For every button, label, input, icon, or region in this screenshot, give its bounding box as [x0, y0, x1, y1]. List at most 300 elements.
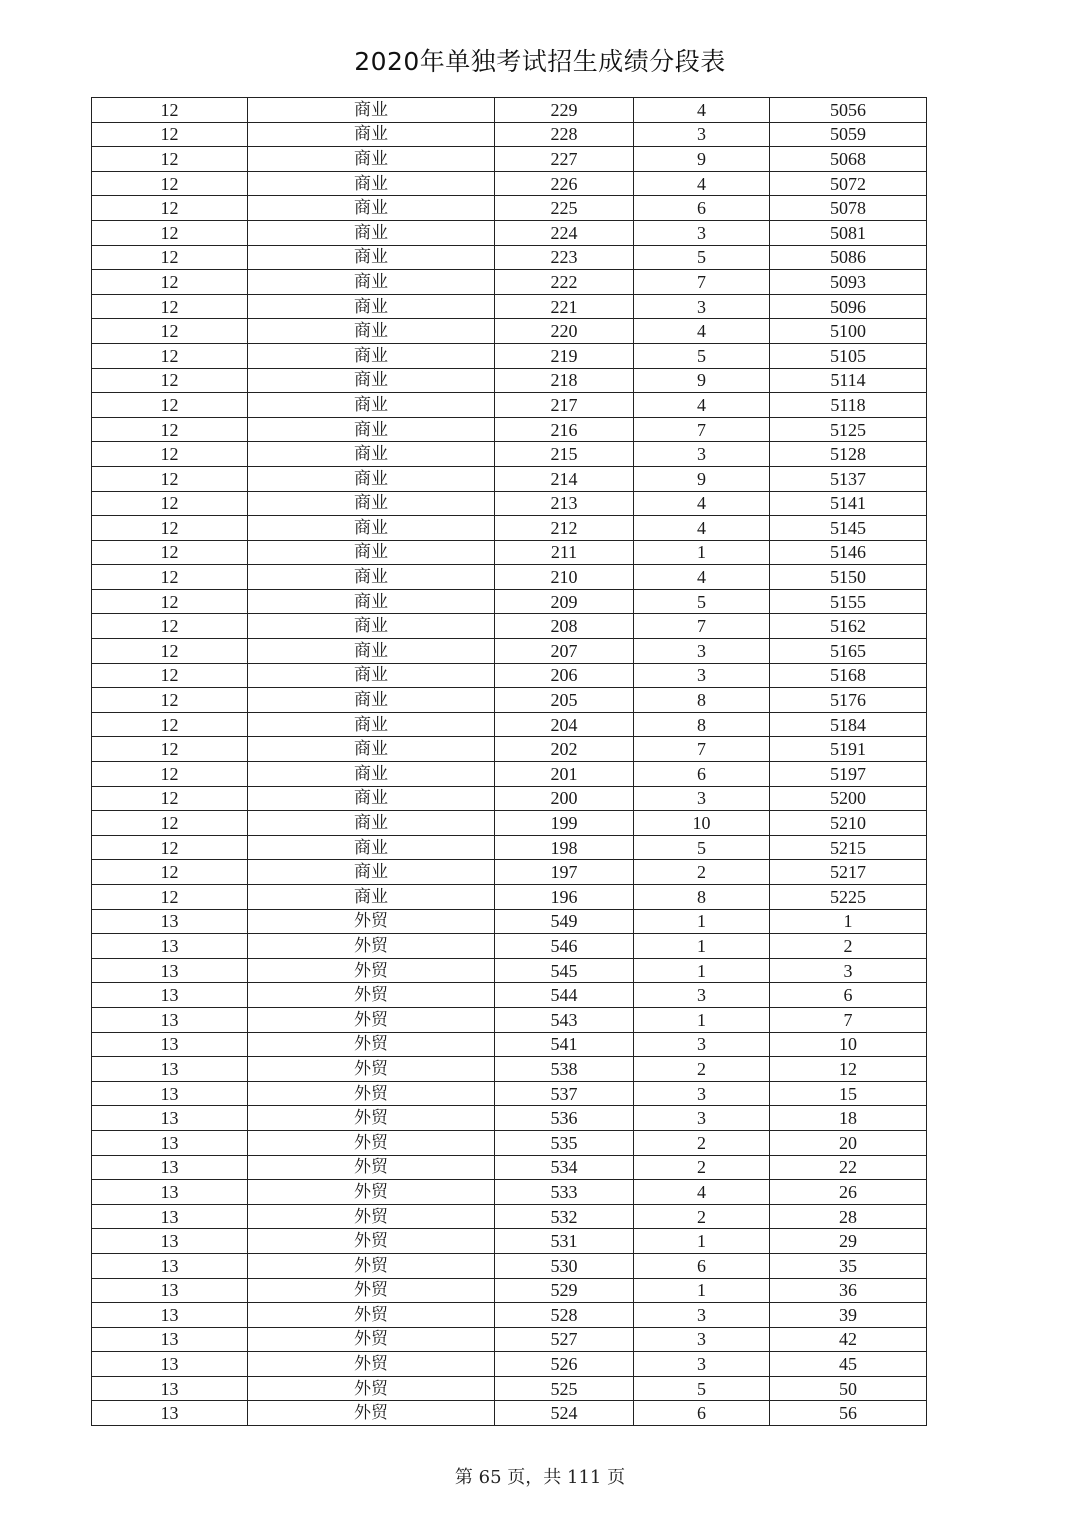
category-code-cell: 12: [92, 319, 248, 344]
cumulative-cell: 5086: [770, 245, 927, 270]
category-code-cell: 12: [92, 885, 248, 910]
count-cell: 5: [634, 343, 770, 368]
cumulative-cell: 20: [770, 1130, 927, 1155]
table-row: [92, 860, 927, 885]
category-code-cell: 13: [92, 1253, 248, 1278]
category-name-cell: 商业: [248, 368, 495, 393]
category-name-cell: 外贸: [248, 1057, 495, 1082]
table-row: [92, 909, 927, 934]
cumulative-cell: 7: [770, 1007, 927, 1032]
table-body: [92, 98, 927, 1426]
score-cell: 207: [495, 639, 634, 664]
page-title: 2020年单独考试招生成绩分段表: [354, 47, 726, 76]
category-code-cell: 12: [92, 466, 248, 491]
table-row: [92, 589, 927, 614]
score-cell: 525: [495, 1376, 634, 1401]
table-row: [92, 516, 927, 541]
cumulative-cell: 1: [770, 909, 927, 934]
count-cell: 2: [634, 1130, 770, 1155]
score-cell: 228: [495, 122, 634, 147]
count-cell: 3: [634, 786, 770, 811]
category-name-cell: 外贸: [248, 1155, 495, 1180]
cumulative-cell: 5125: [770, 417, 927, 442]
count-cell: 8: [634, 885, 770, 910]
category-name-cell: 外贸: [248, 1229, 495, 1254]
table-row: [92, 958, 927, 983]
category-name-cell: 商业: [248, 294, 495, 319]
category-name-cell: 外贸: [248, 1180, 495, 1205]
cumulative-cell: 5210: [770, 811, 927, 836]
category-name-cell: 商业: [248, 343, 495, 368]
table-row: [92, 1229, 927, 1254]
table-row: [92, 811, 927, 836]
category-code-cell: 12: [92, 688, 248, 713]
category-name-cell: 商业: [248, 98, 495, 123]
score-cell: 541: [495, 1032, 634, 1057]
score-cell: 223: [495, 245, 634, 270]
category-code-cell: 12: [92, 835, 248, 860]
table-row: [92, 712, 927, 737]
category-code-cell: 13: [92, 983, 248, 1008]
table-row: [92, 491, 927, 516]
count-cell: 6: [634, 196, 770, 221]
category-code-cell: 12: [92, 565, 248, 590]
count-cell: 5: [634, 589, 770, 614]
category-code-cell: 12: [92, 639, 248, 664]
category-name-cell: 商业: [248, 417, 495, 442]
category-name-cell: 商业: [248, 393, 495, 418]
category-code-cell: 12: [92, 122, 248, 147]
cumulative-cell: 5162: [770, 614, 927, 639]
category-name-cell: 商业: [248, 835, 495, 860]
table-row: [92, 171, 927, 196]
category-code-cell: 13: [92, 1081, 248, 1106]
count-cell: 9: [634, 147, 770, 172]
table-row: [92, 1352, 927, 1377]
page-footer: 第 65 页，共 111 页: [454, 1467, 626, 1488]
cumulative-cell: 45: [770, 1352, 927, 1377]
cumulative-cell: 5176: [770, 688, 927, 713]
table-row: [92, 762, 927, 787]
count-cell: 3: [634, 1032, 770, 1057]
cumulative-cell: 5137: [770, 466, 927, 491]
count-cell: 5: [634, 1376, 770, 1401]
category-code-cell: 12: [92, 491, 248, 516]
score-cell: 219: [495, 343, 634, 368]
score-cell: 211: [495, 540, 634, 565]
table-row: [92, 885, 927, 910]
table-row: [92, 1007, 927, 1032]
cumulative-cell: 5096: [770, 294, 927, 319]
score-cell: 199: [495, 811, 634, 836]
category-name-cell: 外贸: [248, 1278, 495, 1303]
table-row: [92, 1327, 927, 1352]
cumulative-cell: 12: [770, 1057, 927, 1082]
category-code-cell: 12: [92, 294, 248, 319]
cumulative-cell: 5215: [770, 835, 927, 860]
category-name-cell: 商业: [248, 220, 495, 245]
category-name-cell: 商业: [248, 762, 495, 787]
cumulative-cell: 5168: [770, 663, 927, 688]
score-cell: 216: [495, 417, 634, 442]
cumulative-cell: 5072: [770, 171, 927, 196]
category-name-cell: 商业: [248, 565, 495, 590]
count-cell: 9: [634, 466, 770, 491]
table-row: [92, 343, 927, 368]
cumulative-cell: 5068: [770, 147, 927, 172]
category-code-cell: 12: [92, 786, 248, 811]
count-cell: 5: [634, 835, 770, 860]
score-cell: 535: [495, 1130, 634, 1155]
table-row: [92, 1401, 927, 1426]
category-name-cell: 商业: [248, 811, 495, 836]
cumulative-cell: 5197: [770, 762, 927, 787]
score-cell: 227: [495, 147, 634, 172]
count-cell: 3: [634, 1327, 770, 1352]
count-cell: 1: [634, 1278, 770, 1303]
score-cell: 526: [495, 1352, 634, 1377]
category-name-cell: 外贸: [248, 1204, 495, 1229]
count-cell: 2: [634, 860, 770, 885]
category-name-cell: 商业: [248, 860, 495, 885]
count-cell: 3: [634, 663, 770, 688]
score-cell: 224: [495, 220, 634, 245]
score-cell: 197: [495, 860, 634, 885]
cumulative-cell: 5081: [770, 220, 927, 245]
cumulative-cell: 36: [770, 1278, 927, 1303]
cumulative-cell: 42: [770, 1327, 927, 1352]
score-cell: 533: [495, 1180, 634, 1205]
count-cell: 3: [634, 1081, 770, 1106]
category-name-cell: 商业: [248, 786, 495, 811]
count-cell: 2: [634, 1204, 770, 1229]
table-row: [92, 1130, 927, 1155]
category-name-cell: 外贸: [248, 1401, 495, 1426]
count-cell: 3: [634, 220, 770, 245]
table-row: [92, 934, 927, 959]
cumulative-cell: 15: [770, 1081, 927, 1106]
score-cell: 226: [495, 171, 634, 196]
category-code-cell: 12: [92, 171, 248, 196]
cumulative-cell: 5078: [770, 196, 927, 221]
category-code-cell: 13: [92, 934, 248, 959]
count-cell: 1: [634, 1007, 770, 1032]
table-row: [92, 196, 927, 221]
score-cell: 221: [495, 294, 634, 319]
category-name-cell: 商业: [248, 688, 495, 713]
cumulative-cell: 5225: [770, 885, 927, 910]
category-name-cell: 外贸: [248, 1106, 495, 1131]
count-cell: 6: [634, 1401, 770, 1426]
score-cell: 546: [495, 934, 634, 959]
count-cell: 4: [634, 171, 770, 196]
score-cell: 212: [495, 516, 634, 541]
score-cell: 536: [495, 1106, 634, 1131]
category-name-cell: 外贸: [248, 983, 495, 1008]
count-cell: 2: [634, 1057, 770, 1082]
category-code-cell: 12: [92, 540, 248, 565]
category-code-cell: 13: [92, 1352, 248, 1377]
category-code-cell: 13: [92, 1303, 248, 1328]
category-name-cell: 外贸: [248, 1130, 495, 1155]
table-row: [92, 98, 927, 123]
count-cell: 2: [634, 1155, 770, 1180]
table-row: [92, 540, 927, 565]
category-name-cell: 商业: [248, 171, 495, 196]
score-cell: 213: [495, 491, 634, 516]
count-cell: 3: [634, 294, 770, 319]
category-name-cell: 商业: [248, 516, 495, 541]
table-row: [92, 614, 927, 639]
category-name-cell: 外贸: [248, 958, 495, 983]
cumulative-cell: 5093: [770, 270, 927, 295]
score-cell: 202: [495, 737, 634, 762]
cumulative-cell: 2: [770, 934, 927, 959]
category-code-cell: 12: [92, 712, 248, 737]
category-name-cell: 外贸: [248, 909, 495, 934]
category-name-cell: 商业: [248, 270, 495, 295]
category-code-cell: 12: [92, 589, 248, 614]
category-code-cell: 13: [92, 1204, 248, 1229]
category-name-cell: 商业: [248, 589, 495, 614]
table-row: [92, 122, 927, 147]
category-code-cell: 12: [92, 737, 248, 762]
score-cell: 225: [495, 196, 634, 221]
cumulative-cell: 5184: [770, 712, 927, 737]
cumulative-cell: 5059: [770, 122, 927, 147]
score-cell: 204: [495, 712, 634, 737]
category-name-cell: 外贸: [248, 1303, 495, 1328]
cumulative-cell: 50: [770, 1376, 927, 1401]
cumulative-cell: 5145: [770, 516, 927, 541]
table-row: [92, 1081, 927, 1106]
cumulative-cell: 5114: [770, 368, 927, 393]
score-cell: 527: [495, 1327, 634, 1352]
count-cell: 1: [634, 1229, 770, 1254]
cumulative-cell: 5150: [770, 565, 927, 590]
category-code-cell: 12: [92, 762, 248, 787]
table-row: [92, 319, 927, 344]
category-name-cell: 外贸: [248, 934, 495, 959]
category-code-cell: 13: [92, 958, 248, 983]
cumulative-cell: 10: [770, 1032, 927, 1057]
table-row: [92, 565, 927, 590]
table-row: [92, 835, 927, 860]
count-cell: 7: [634, 417, 770, 442]
category-code-cell: 12: [92, 442, 248, 467]
category-code-cell: 13: [92, 1376, 248, 1401]
category-name-cell: 商业: [248, 614, 495, 639]
category-code-cell: 13: [92, 1278, 248, 1303]
category-code-cell: 13: [92, 1007, 248, 1032]
table-row: [92, 270, 927, 295]
count-cell: 5: [634, 245, 770, 270]
score-cell: 198: [495, 835, 634, 860]
cumulative-cell: 56: [770, 1401, 927, 1426]
cumulative-cell: 35: [770, 1253, 927, 1278]
cumulative-cell: 5165: [770, 639, 927, 664]
count-cell: 6: [634, 762, 770, 787]
cumulative-cell: 3: [770, 958, 927, 983]
score-cell: 538: [495, 1057, 634, 1082]
score-cell: 205: [495, 688, 634, 713]
category-code-cell: 12: [92, 516, 248, 541]
score-cell: 531: [495, 1229, 634, 1254]
score-cell: 537: [495, 1081, 634, 1106]
score-cell: 210: [495, 565, 634, 590]
category-code-cell: 13: [92, 1106, 248, 1131]
count-cell: 4: [634, 319, 770, 344]
category-name-cell: 商业: [248, 466, 495, 491]
table-row: [92, 147, 927, 172]
cumulative-cell: 5155: [770, 589, 927, 614]
category-name-cell: 商业: [248, 639, 495, 664]
cumulative-cell: 5191: [770, 737, 927, 762]
score-cell: 196: [495, 885, 634, 910]
score-cell: 530: [495, 1253, 634, 1278]
score-cell: 545: [495, 958, 634, 983]
cumulative-cell: 5146: [770, 540, 927, 565]
count-cell: 3: [634, 442, 770, 467]
count-cell: 4: [634, 393, 770, 418]
category-code-cell: 13: [92, 1180, 248, 1205]
category-name-cell: 商业: [248, 442, 495, 467]
cumulative-cell: 6: [770, 983, 927, 1008]
category-code-cell: 12: [92, 393, 248, 418]
table-row: [92, 1253, 927, 1278]
table-row: [92, 442, 927, 467]
category-code-cell: 12: [92, 860, 248, 885]
category-code-cell: 12: [92, 663, 248, 688]
table-row: [92, 983, 927, 1008]
category-name-cell: 商业: [248, 147, 495, 172]
count-cell: 7: [634, 614, 770, 639]
score-cell: 529: [495, 1278, 634, 1303]
count-cell: 8: [634, 712, 770, 737]
count-cell: 7: [634, 270, 770, 295]
category-name-cell: 商业: [248, 319, 495, 344]
table-row: [92, 1376, 927, 1401]
count-cell: 3: [634, 639, 770, 664]
score-cell: 543: [495, 1007, 634, 1032]
score-cell: 528: [495, 1303, 634, 1328]
category-name-cell: 外贸: [248, 1081, 495, 1106]
count-cell: 4: [634, 1180, 770, 1205]
count-cell: 9: [634, 368, 770, 393]
table-row: [92, 417, 927, 442]
cumulative-cell: 26: [770, 1180, 927, 1205]
category-name-cell: 外贸: [248, 1253, 495, 1278]
count-cell: 3: [634, 1303, 770, 1328]
count-cell: 1: [634, 934, 770, 959]
count-cell: 3: [634, 983, 770, 1008]
table-row: [92, 1180, 927, 1205]
table-row: [92, 1106, 927, 1131]
category-code-cell: 12: [92, 220, 248, 245]
score-cell: 229: [495, 98, 634, 123]
category-code-cell: 13: [92, 1130, 248, 1155]
score-cell: 214: [495, 466, 634, 491]
category-name-cell: 商业: [248, 885, 495, 910]
category-code-cell: 13: [92, 1032, 248, 1057]
count-cell: 8: [634, 688, 770, 713]
table-row: [92, 1057, 927, 1082]
table-row: [92, 368, 927, 393]
table-row: [92, 663, 927, 688]
category-code-cell: 12: [92, 147, 248, 172]
score-cell: 544: [495, 983, 634, 1008]
category-name-cell: 商业: [248, 737, 495, 762]
score-cell: 200: [495, 786, 634, 811]
score-cell: 201: [495, 762, 634, 787]
category-code-cell: 12: [92, 368, 248, 393]
table-row: [92, 1155, 927, 1180]
table-row: [92, 1303, 927, 1328]
category-name-cell: 外贸: [248, 1376, 495, 1401]
score-cell: 524: [495, 1401, 634, 1426]
category-name-cell: 商业: [248, 245, 495, 270]
category-code-cell: 13: [92, 1229, 248, 1254]
category-code-cell: 13: [92, 1327, 248, 1352]
score-cell: 532: [495, 1204, 634, 1229]
category-name-cell: 商业: [248, 196, 495, 221]
score-cell: 215: [495, 442, 634, 467]
score-cell: 206: [495, 663, 634, 688]
count-cell: 3: [634, 122, 770, 147]
count-cell: 3: [634, 1352, 770, 1377]
table-row: [92, 786, 927, 811]
table-row: [92, 1278, 927, 1303]
table-row: [92, 639, 927, 664]
cumulative-cell: 5118: [770, 393, 927, 418]
score-cell: 209: [495, 589, 634, 614]
cumulative-cell: 5200: [770, 786, 927, 811]
cumulative-cell: 28: [770, 1204, 927, 1229]
count-cell: 4: [634, 516, 770, 541]
category-code-cell: 12: [92, 196, 248, 221]
cumulative-cell: 5100: [770, 319, 927, 344]
cumulative-cell: 29: [770, 1229, 927, 1254]
cumulative-cell: 18: [770, 1106, 927, 1131]
category-code-cell: 12: [92, 245, 248, 270]
category-code-cell: 12: [92, 270, 248, 295]
count-cell: 7: [634, 737, 770, 762]
table-row: [92, 294, 927, 319]
category-name-cell: 商业: [248, 712, 495, 737]
count-cell: 4: [634, 98, 770, 123]
category-code-cell: 13: [92, 1401, 248, 1426]
table-row: [92, 1032, 927, 1057]
category-name-cell: 商业: [248, 491, 495, 516]
cumulative-cell: 5128: [770, 442, 927, 467]
category-code-cell: 12: [92, 343, 248, 368]
category-code-cell: 13: [92, 909, 248, 934]
cumulative-cell: 5217: [770, 860, 927, 885]
cumulative-cell: 22: [770, 1155, 927, 1180]
cumulative-cell: 5105: [770, 343, 927, 368]
score-cell: 220: [495, 319, 634, 344]
count-cell: 1: [634, 909, 770, 934]
count-cell: 6: [634, 1253, 770, 1278]
count-cell: 1: [634, 540, 770, 565]
count-cell: 1: [634, 958, 770, 983]
score-cell: 218: [495, 368, 634, 393]
score-cell: 549: [495, 909, 634, 934]
table-row: [92, 737, 927, 762]
cumulative-cell: 5141: [770, 491, 927, 516]
count-cell: 4: [634, 491, 770, 516]
table-row: [92, 688, 927, 713]
